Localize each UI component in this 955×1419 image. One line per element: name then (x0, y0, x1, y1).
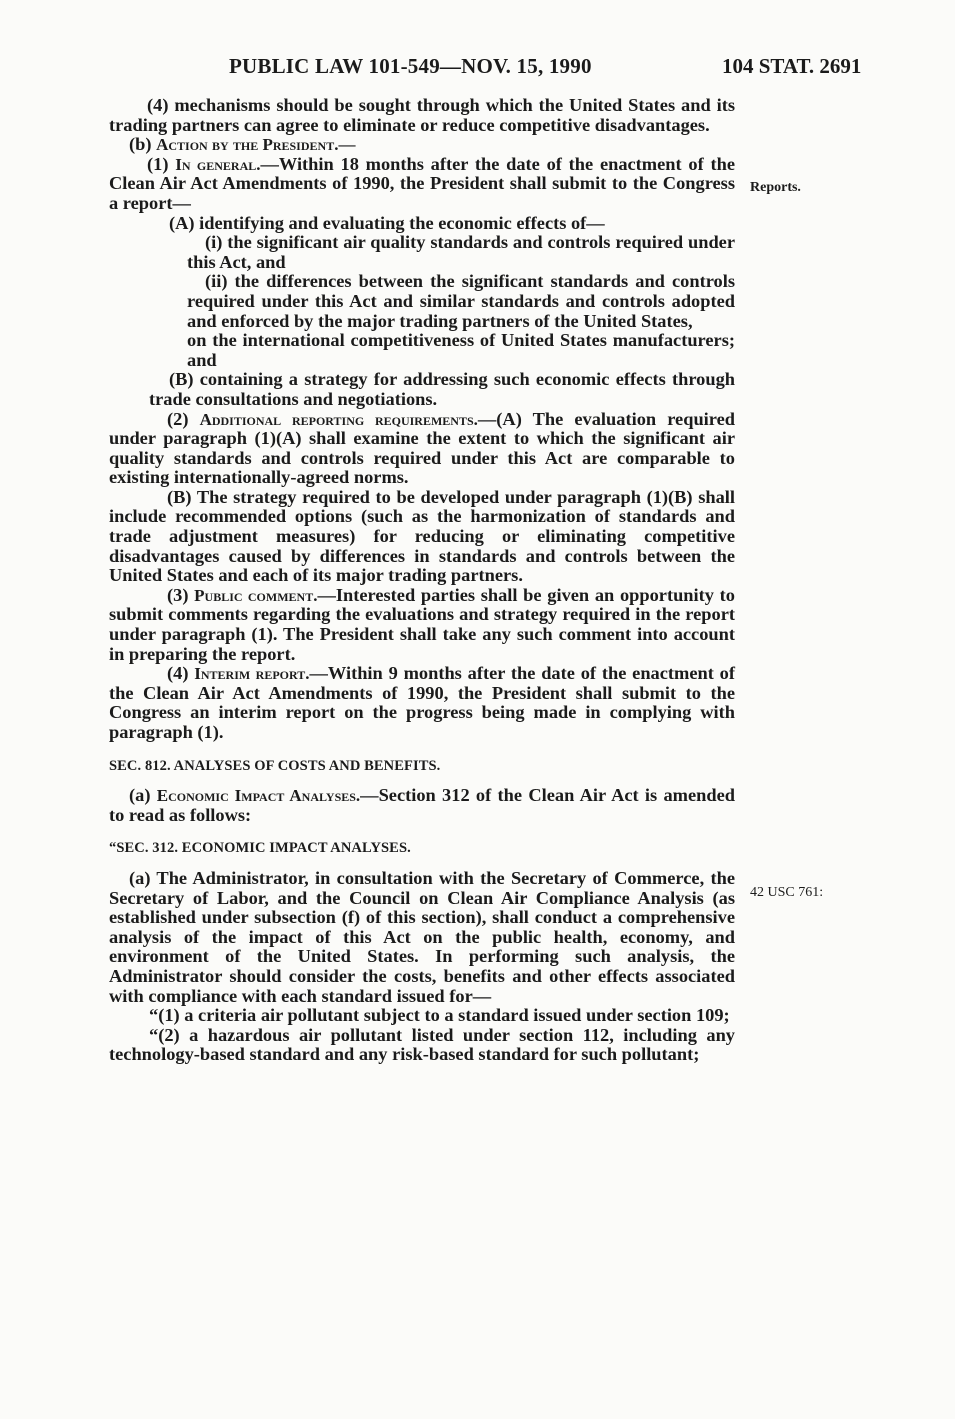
paragraph-b4-heading: Interim report. (194, 664, 310, 684)
quoted-item-1: “(1) a criteria air pollutant subject to a standard issued under section 109; (149, 1005, 730, 1026)
paragraph-b4 (109, 664, 735, 742)
subsection-812-a-heading: Economic Impact Analyses. (156, 786, 361, 806)
subsection-b (109, 135, 735, 155)
clause-i: (i) the significant air quality standards and controls required under this Act, and (187, 232, 735, 272)
margin-note-reports: Reports. (750, 180, 801, 195)
paragraph-b1-num: (1) (147, 153, 176, 174)
clause-on: on the international competitiveness of United States manufacturers; and (187, 330, 735, 370)
paragraph-b2 (109, 410, 735, 488)
paragraph-b4-num: (4) (167, 663, 195, 684)
subsection-812-a (109, 786, 735, 825)
section-312-heading: “SEC. 312. ECONOMIC IMPACT ANALYSES. (109, 840, 411, 857)
paragraph-b2-heading: Additional reporting requirements. (199, 409, 478, 429)
running-header-page: 104 STAT. 2691 (722, 54, 862, 78)
paragraph-b2-B: (B) The strategy required to be developed under paragraph (1)(B) shall include recommended options (such as the harmonization of standards and trade adjustment measures) for reducing or eliminating competitive disadvantages caused by differences in standards and controls between the United States and each of its major trading partners. (109, 486, 735, 586)
subsection-812-a-text: —Section 312 of the Clean Air Act is amended to read as follows: (109, 785, 735, 825)
subsection-b-num: (b) (129, 134, 157, 155)
paragraph-b1-text: —Within 18 months after the date of the enactment of the Clean Air Act Amendments of 1990, the President shall submit to the Congress a report— (109, 153, 735, 213)
paragraph-b4-text: —Within 9 months after the date of the enactment of the Clean Air Act Amendments of 1990, the President shall submit to the Congress an interim report on the progress being made in complying with paragraph (1). (109, 663, 735, 742)
clause-B: (B) containing a strategy for addressing such economic effects through trade consultations and negotiations. (149, 369, 735, 409)
paragraph-b3 (109, 586, 735, 664)
running-header-title: PUBLIC LAW 101-549—NOV. 15, 1990 (229, 54, 592, 78)
paragraph-4: (4) mechanisms should be sought through which the United States and its trading partners can agree to eliminate or reduce competitive disadvantages. (109, 95, 735, 135)
paragraph-b2-num: (2) (167, 408, 200, 429)
section-312-a: (a) The Administrator, in consultation with the Secretary of Commerce, the Secretary of Labor, and the Council on Clean Air Compliance Analysis (as established under subsection (f) of this section), shall conduct a comprehensive analysis of the impact of this Act on the public health, economy, and environment of the United States. In performing such analysis, the Administrator should consider the costs, benefits and other effects associated with compliance with each standard issued for— (109, 867, 735, 1006)
subsection-b-heading: Action by the President.— (156, 135, 356, 155)
paragraph-b3-text: —Interested parties shall be given an opportunity to submit comments regarding the evaluations and strategy required in the report under paragraph (1). The President shall take any such comment into account in preparing the report. (109, 584, 735, 664)
margin-note-usc: 42 USC 761: (750, 885, 824, 900)
clause-A: (A) identifying and evaluating the economic effects of— (169, 212, 605, 233)
paragraph-b2-text: —(A) The evaluation required under paragraph (1)(A) shall examine the extent to which the significant air quality standards and controls required under this Act are comparable to existing internationally-agreed norms. (109, 408, 736, 488)
paragraph-b3-num: (3) (167, 584, 195, 605)
quoted-item-2: “(2) a hazardous air pollutant listed under section 112, including any technology-based standard and any risk-based standard for such pollutant; (109, 1024, 735, 1065)
section-812-heading: SEC. 812. ANALYSES OF COSTS AND BENEFITS. (109, 757, 441, 774)
paragraph-b1-heading: In general. (175, 154, 261, 174)
clause-ii: (ii) the differences between the significant standards and controls required under this Act and similar standards and controls adopted and enforced by the major trading partners of the United States, (187, 271, 735, 331)
document-body (109, 96, 735, 1065)
subsection-812-a-num: (a) (129, 785, 157, 806)
paragraph-b3-heading: Public comment. (194, 585, 318, 605)
paragraph-b1 (109, 155, 735, 214)
